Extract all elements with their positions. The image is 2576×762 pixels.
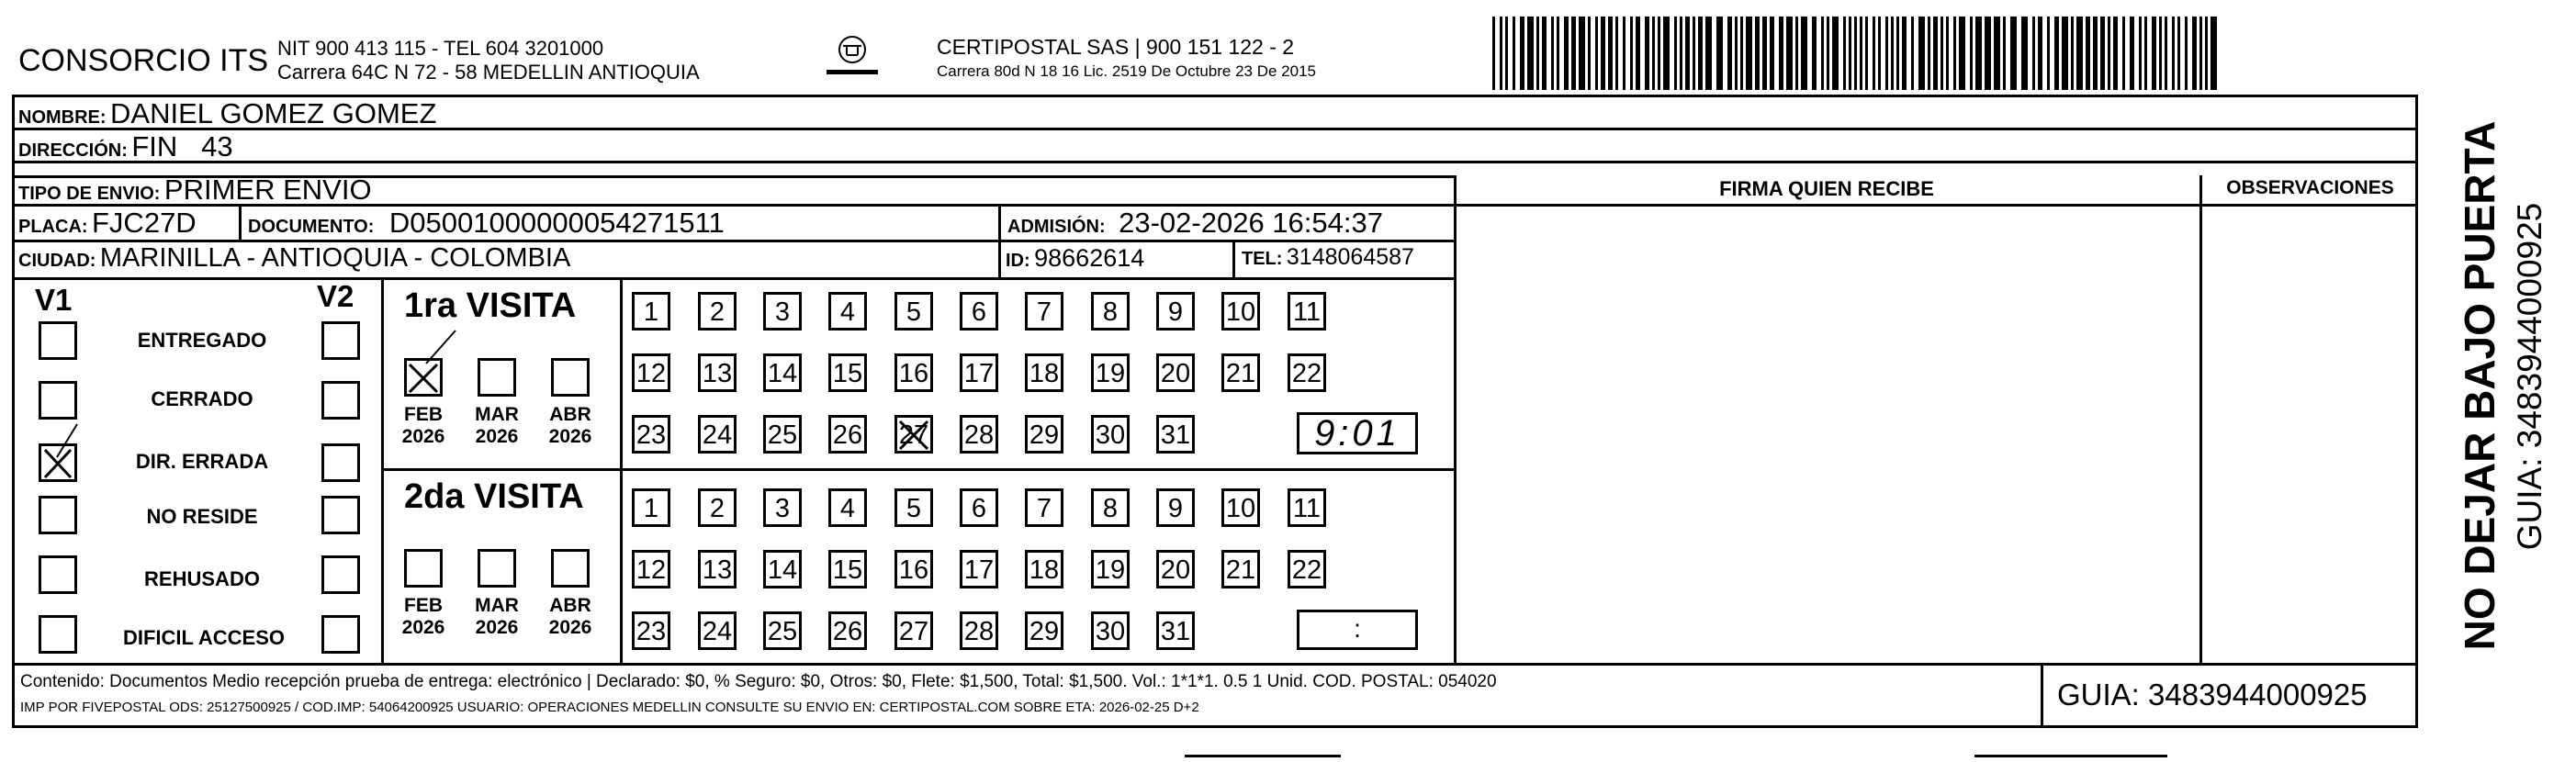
v2-checkbox[interactable] xyxy=(321,443,360,482)
day-box-26[interactable]: 26 xyxy=(828,415,867,454)
day-box-2[interactable]: 2 xyxy=(698,488,737,527)
day-box-16[interactable]: 16 xyxy=(894,550,933,588)
day-box-31[interactable]: 31 xyxy=(1156,611,1195,650)
month-name: ABR xyxy=(549,404,591,425)
month-year: 2026 xyxy=(548,426,592,447)
v2-checkbox[interactable] xyxy=(321,381,360,420)
visit2-month-label xyxy=(469,595,524,639)
tel-value: 3148064587 xyxy=(1286,244,1414,270)
footer-impresion: IMP POR FIVEPOSTAL ODS: 25127500925 / COD.IMP: 54064200925 USUARIO: OPERACIONES MEDELLIN CONSULTE SU ENVIO EN: CERTIPOSTAL.COM SOBRE ETA: 2026-02-25 D+2 xyxy=(20,700,1199,715)
month-year: 2026 xyxy=(401,426,445,447)
visit2-time-box[interactable] xyxy=(1297,610,1418,650)
visit1-month-label xyxy=(543,404,598,448)
footer-guia: GUIA: 3483944000925 xyxy=(2057,678,2368,712)
day-box-19[interactable]: 19 xyxy=(1091,550,1130,588)
day-box-19[interactable]: 19 xyxy=(1091,353,1130,392)
day-box-9[interactable]: 9 xyxy=(1156,488,1195,527)
day-box-29[interactable]: 29 xyxy=(1025,415,1063,454)
visit1-month-label xyxy=(469,404,524,448)
day-box-30[interactable]: 30 xyxy=(1091,611,1130,650)
barcode xyxy=(1492,17,2222,90)
status-entregado: ENTREGADO xyxy=(137,329,267,352)
day-box-1[interactable]: 1 xyxy=(632,292,670,331)
day-box-28[interactable]: 28 xyxy=(960,611,998,650)
day-box-15[interactable]: 15 xyxy=(828,550,867,588)
day-box-27[interactable]: 27 xyxy=(894,611,933,650)
day-box-14[interactable]: 14 xyxy=(763,353,802,392)
day-box-24[interactable]: 24 xyxy=(698,611,737,650)
status-cerrado: CERRADO xyxy=(151,387,253,410)
company-nit: NIT 900 413 115 - TEL 604 3201000 xyxy=(277,37,604,60)
tipo-label: TIPO DE ENVIO: xyxy=(18,184,161,204)
month-year: 2026 xyxy=(401,617,445,638)
ciudad-label: CIUDAD: xyxy=(18,251,96,271)
day-box-20[interactable]: 20 xyxy=(1156,550,1195,588)
day-box-7[interactable]: 7 xyxy=(1025,292,1063,331)
visit2-time: : xyxy=(1354,614,1361,643)
day-box-10[interactable]: 10 xyxy=(1221,488,1260,527)
day-box-26[interactable]: 26 xyxy=(828,611,867,650)
day-box-28[interactable]: 28 xyxy=(960,415,998,454)
v1-label: V1 xyxy=(35,283,73,317)
tick-stroke-icon xyxy=(422,329,459,365)
month-name: MAR xyxy=(475,595,519,616)
day-box-22[interactable]: 22 xyxy=(1288,353,1326,392)
direccion-value: FIN 43 xyxy=(131,130,233,162)
cut-mark xyxy=(1185,755,1341,757)
visit1-time-box[interactable] xyxy=(1297,412,1418,454)
day-box-4[interactable]: 4 xyxy=(828,488,867,527)
v2-checkbox[interactable] xyxy=(321,321,360,360)
v1-checkbox[interactable] xyxy=(39,496,77,534)
day-box-8[interactable]: 8 xyxy=(1091,292,1130,331)
day-box-27[interactable]: 27 xyxy=(894,415,933,454)
day-box-12[interactable]: 12 xyxy=(632,550,670,588)
status-dir-errada: DIR. ERRADA xyxy=(135,450,269,473)
day-box-23[interactable]: 23 xyxy=(632,611,670,650)
v2-checkbox[interactable] xyxy=(321,555,360,594)
day-box-23[interactable]: 23 xyxy=(632,415,670,454)
side-warning: NO DEJAR BAJO PUERTA xyxy=(2456,120,2503,651)
day-box-21[interactable]: 21 xyxy=(1221,353,1260,392)
tel-label: TEL: xyxy=(1242,249,1283,269)
day-box-11[interactable]: 11 xyxy=(1288,292,1326,331)
v2-checkbox[interactable] xyxy=(321,496,360,534)
tipo-value: PRIMER ENVIO xyxy=(163,174,372,206)
visit1-time: 9:01 xyxy=(1314,413,1400,454)
visit2-month-label xyxy=(543,595,598,639)
direccion-row xyxy=(18,130,233,163)
day-box-3[interactable]: 3 xyxy=(763,292,802,331)
visit2-month-label xyxy=(396,595,451,639)
v2-checkbox[interactable] xyxy=(321,615,360,654)
tipo-row xyxy=(18,174,372,207)
day-box-17[interactable]: 17 xyxy=(960,550,998,588)
month-name: FEB xyxy=(404,595,443,616)
documento-value: D05001000000054271511 xyxy=(388,207,725,239)
tick-stroke-icon xyxy=(53,422,81,459)
cut-mark xyxy=(1974,755,2167,757)
v1-checkbox[interactable] xyxy=(39,381,77,420)
day-box-1[interactable]: 1 xyxy=(632,488,670,527)
status-no-reside: NO RESIDE xyxy=(146,505,258,528)
id-label: ID: xyxy=(1006,251,1030,271)
documento-row xyxy=(248,207,725,240)
day-box-4[interactable]: 4 xyxy=(828,292,867,331)
day-box-7[interactable]: 7 xyxy=(1025,488,1063,527)
day-box-6[interactable]: 6 xyxy=(960,292,998,331)
v1-checkbox[interactable] xyxy=(39,615,77,654)
placa-row xyxy=(18,207,197,240)
ciudad-row xyxy=(18,243,570,274)
documento-label: DOCUMENTO: xyxy=(248,217,375,237)
day-box-5[interactable]: 5 xyxy=(894,488,933,527)
day-box-15[interactable]: 15 xyxy=(828,353,867,392)
day-box-18[interactable]: 18 xyxy=(1025,353,1063,392)
day-box-25[interactable]: 25 xyxy=(763,415,802,454)
day-box-21[interactable]: 21 xyxy=(1221,550,1260,588)
day-box-20[interactable]: 20 xyxy=(1156,353,1195,392)
visit2-month-checkbox[interactable] xyxy=(404,549,443,588)
company-address: Carrera 64C N 72 - 58 MEDELLIN ANTIOQUIA xyxy=(277,61,700,84)
nombre-value: DANIEL GOMEZ GOMEZ xyxy=(110,97,437,129)
company-name: CONSORCIO ITS xyxy=(18,43,269,78)
visit1-month-checkbox[interactable] xyxy=(478,358,516,397)
month-year: 2026 xyxy=(475,617,519,638)
day-box-30[interactable]: 30 xyxy=(1091,415,1130,454)
v1-checkbox[interactable] xyxy=(39,555,77,594)
month-year: 2026 xyxy=(475,426,519,447)
nombre-row xyxy=(18,97,436,130)
admision-value: 23-02-2026 16:54:37 xyxy=(1119,207,1383,239)
month-name: ABR xyxy=(549,595,591,616)
day-box-6[interactable]: 6 xyxy=(960,488,998,527)
day-box-2[interactable]: 2 xyxy=(698,292,737,331)
visit2-month-checkbox[interactable] xyxy=(478,549,516,588)
id-row xyxy=(1006,244,1144,273)
month-name: MAR xyxy=(475,404,519,425)
day-box-13[interactable]: 13 xyxy=(698,550,737,588)
day-box-16[interactable]: 16 xyxy=(894,353,933,392)
day-box-8[interactable]: 8 xyxy=(1091,488,1130,527)
day-box-3[interactable]: 3 xyxy=(763,488,802,527)
day-box-14[interactable]: 14 xyxy=(763,550,802,588)
visit1-month-checkbox[interactable] xyxy=(551,358,590,397)
footer-contenido: Contenido: Documentos Medio recepción prueba de entrega: electrónico | Declarado: $0, % Seguro: $0, Otros: $0, Flete: $1,500, Total: $1,500. Vol.: 1*1*1. 0.5 1 Unid. COD. POSTAL: 054020 xyxy=(20,672,1497,691)
ciudad-value: MARINILLA - ANTIOQUIA - COLOMBIA xyxy=(99,243,571,273)
v2-label: V2 xyxy=(317,279,354,313)
firma-label: FIRMA QUIEN RECIBE xyxy=(1719,177,1934,200)
admision-row xyxy=(1007,207,1383,240)
status-dificil-acceso: DIFICIL ACCESO xyxy=(122,626,285,649)
day-box-31[interactable]: 31 xyxy=(1156,415,1195,454)
id-value: 98662614 xyxy=(1034,244,1145,272)
day-box-18[interactable]: 18 xyxy=(1025,550,1063,588)
day-box-9[interactable]: 9 xyxy=(1156,292,1195,331)
month-name: FEB xyxy=(404,404,443,425)
direccion-label: DIRECCIÓN: xyxy=(18,140,128,161)
day-box-22[interactable]: 22 xyxy=(1288,550,1326,588)
carrier-name: CERTIPOSTAL SAS | 900 151 122 - 2 xyxy=(937,35,1295,59)
placa-label: PLACA: xyxy=(18,217,88,237)
nombre-label: NOMBRE: xyxy=(18,107,107,128)
day-box-17[interactable]: 17 xyxy=(960,353,998,392)
v1-checkbox[interactable] xyxy=(39,321,77,360)
day-box-29[interactable]: 29 xyxy=(1025,611,1063,650)
month-year: 2026 xyxy=(548,617,592,638)
carrier-address: Carrera 80d N 18 16 Lic. 2519 De Octubre 23 De 2015 xyxy=(937,62,1316,80)
day-box-24[interactable]: 24 xyxy=(698,415,737,454)
day-box-10[interactable]: 10 xyxy=(1221,292,1260,331)
admision-label: ADMISIÓN: xyxy=(1007,217,1106,237)
day-box-5[interactable]: 5 xyxy=(894,292,933,331)
side-guia: GUIA: 3483944000925 xyxy=(2511,202,2548,551)
day-box-25[interactable]: 25 xyxy=(763,611,802,650)
day-box-13[interactable]: 13 xyxy=(698,353,737,392)
visit1-month-label xyxy=(396,404,451,448)
day-box-12[interactable]: 12 xyxy=(632,353,670,392)
visit1-title: 1ra VISITA xyxy=(404,286,577,325)
day-box-11[interactable]: 11 xyxy=(1288,488,1326,527)
tel-row xyxy=(1242,244,1414,271)
placa-value: FJC27D xyxy=(92,207,197,239)
observaciones-label: OBSERVACIONES xyxy=(2226,177,2394,198)
visit2-month-checkbox[interactable] xyxy=(551,549,590,588)
status-rehusado: REHUSADO xyxy=(144,567,260,590)
certipostal-logo xyxy=(806,33,898,81)
x-mark-icon xyxy=(407,361,440,394)
visit2-title: 2da VISITA xyxy=(404,477,584,516)
